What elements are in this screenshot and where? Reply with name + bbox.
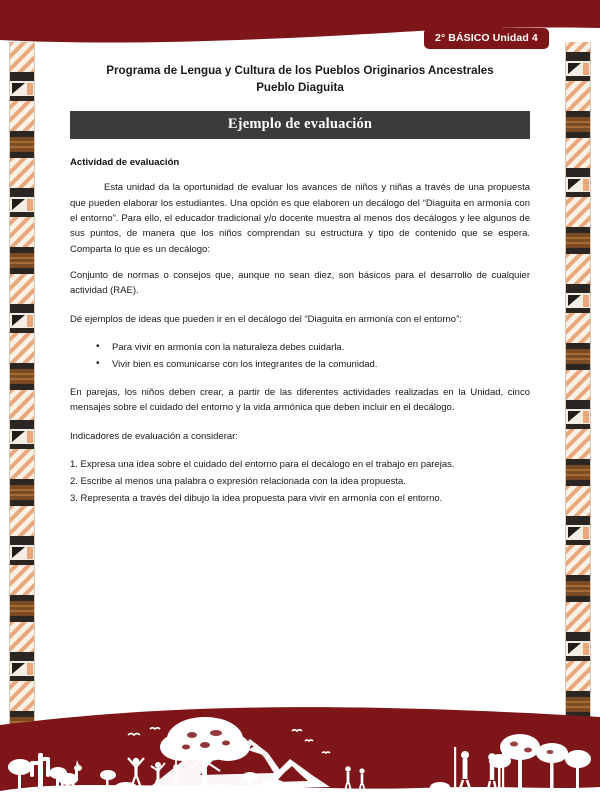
right-textile-border [565,42,591,737]
title-line-2: Pueblo Diaguita [256,81,344,95]
evaluation-indicators-list [70,457,530,507]
title-line-1: Programa de Lengua y Cultura de los Pueblos Originarios Ancestrales [106,64,494,77]
list-item: 2. Escribe al menos una palabra o expresión relacionada con la idea propuesta. [70,476,406,488]
page-title [70,62,530,97]
activity-heading: Actividad de evaluación [70,156,180,168]
example-ideas-list [70,340,530,372]
list-item: 3. Representa a través del dibujo la idea propuesta para vivir en armonía con el entorno. [70,492,443,504]
document-content [70,62,530,508]
left-textile-border [9,42,35,737]
indicators-heading: Indicadores de evaluación a considerar: [70,430,238,442]
unit-badge: 2° BÁSICO Unidad 4 [424,28,549,49]
list-item: 1. Expresa una idea sobre el cuidado del entorno para el decálogo en el trabajo en parejas. [70,459,455,471]
paragraph-definition: Conjunto de normas o consejos que, aunque no sean diez, son básicos para el desarrollo de cualquier actividad (RAE). [70,270,530,297]
list-item: • Vivir bien es comunicarse con los integrantes de la comunidad. [96,357,530,372]
section-banner: Ejemplo de evaluación [70,111,530,139]
paragraph-pair-work: En parejas, los niños deben crear, a partir de las diferentes actividades realizadas en la Unidad, cinco mensajes sobre el cuidado del entorno y la vida armónica que deben incluir en el decálogo. [70,386,530,414]
paragraph-intro: Esta unidad da la oportunidad de evaluar los avances de niños y niñas a través de una propuesta que pueden elaborar los estudiantes. Una opción es que elaboren un decálogo del “Diaguita en armonía con el entorno”. Para ello, el educador tradicional y/o docente muestra al menos dos decálogos y lee algunos de sus puntos, de manera que los niños comprendan su estructura y tipo de contenido que se espera. Comparta lo que es un decálogo: [70,182,530,255]
bottom-landscape-band [0,695,600,800]
list-item: • Para vivir en armonía con la naturaleza debes cuidarla. [96,340,530,355]
paragraph-examples-prompt: Dé ejemplos de ideas que pueden ir en el decálogo del “Diaguita en armonía con el entorno”: [70,313,462,325]
